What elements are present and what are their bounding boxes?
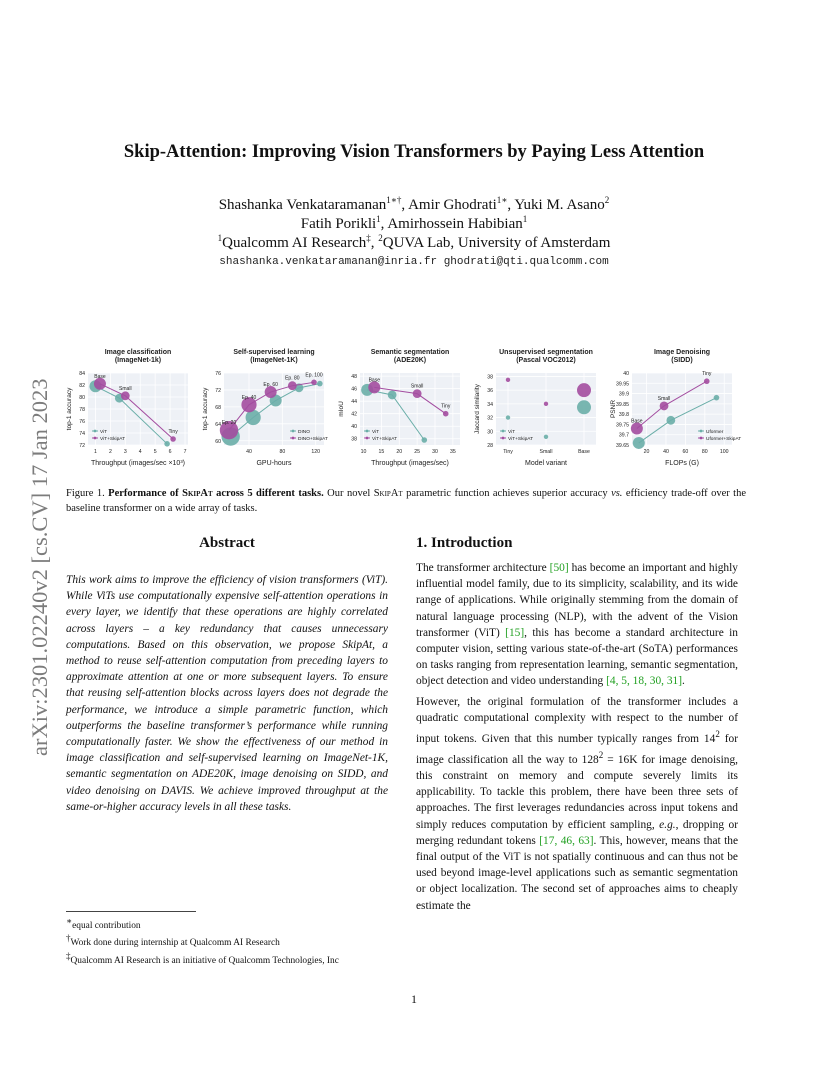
affiliations: $^1$Qualcomm AI Research‡, $^2$QUVA Lab, University of Amsterdam — [217, 233, 611, 251]
introduction-heading: 1. Introduction — [416, 535, 513, 551]
author-name: , Amirhossein Habibian — [380, 216, 523, 232]
footnote-text: equal contribution — [72, 921, 141, 932]
data-point — [317, 381, 323, 387]
page-number: 1 — [411, 992, 417, 1006]
author-mark: 1 — [376, 214, 381, 224]
point-label: Small — [119, 385, 132, 392]
y-tick-label: 39.75 — [616, 422, 629, 429]
citation-link[interactable]: [15] — [505, 626, 525, 639]
data-point — [164, 441, 170, 447]
y-tick-label: 46 — [351, 386, 357, 393]
legend-label: ViT+SkipAT — [508, 437, 534, 442]
author-name: , Yuki M. Asano — [507, 197, 605, 213]
caption-bold — [108, 488, 324, 499]
x-axis-label: Throughput (images/sec) — [371, 460, 449, 467]
y-tick-label: 34 — [487, 401, 493, 408]
legend-marker — [292, 430, 295, 433]
y-axis-label: Jaccard similarity — [474, 384, 481, 434]
y-axis-label: top-1 accuracy — [66, 387, 73, 431]
caption-text: t — [398, 488, 403, 499]
citation-link[interactable]: [4, 5, 18, 30, 31] — [606, 675, 683, 688]
caption-text: vs. — [611, 488, 623, 499]
x-tick-label: 60 — [682, 449, 689, 455]
chart-title: Self-supervised learning — [233, 349, 315, 356]
data-point — [170, 436, 176, 442]
y-tick-label: 39.8 — [618, 412, 629, 419]
x-tick-label: Base — [578, 449, 590, 455]
data-point — [714, 395, 720, 401]
data-point — [288, 381, 297, 390]
paragraph — [416, 560, 738, 690]
chart-panel — [88, 373, 188, 447]
caption-text: efficiency trade-off over the baseline transformer on a wide array of tasks. — [66, 488, 746, 514]
legend-label: ViT+SkipAT — [372, 437, 398, 442]
x-tick-label: 7 — [183, 449, 187, 455]
body-text: The transformer architecture — [416, 562, 550, 574]
data-point — [577, 400, 591, 414]
point-label: Ep. 60 — [263, 382, 278, 389]
x-axis-label: GPU-hours — [256, 460, 292, 467]
x-tick-label: 25 — [414, 449, 421, 455]
legend-marker — [502, 437, 505, 440]
x-tick-label: Small — [539, 449, 553, 455]
author-line-1 — [0, 195, 828, 214]
y-tick-label: 84 — [79, 371, 85, 377]
x-tick-label: 5 — [153, 449, 157, 455]
figure-caption — [66, 487, 746, 516]
y-tick-label: 74 — [79, 431, 85, 437]
paper-title: Skip-Attention: Improving Vision Transformers by Paying Less Attention — [123, 142, 705, 162]
y-tick-label: 68 — [215, 404, 221, 411]
legend-marker — [700, 437, 703, 440]
point-label: Base — [631, 418, 643, 425]
body-text: e.g. — [659, 818, 676, 831]
chart-subtitle: (ADE20K) — [393, 357, 427, 364]
caption-label: Figure 1. — [66, 488, 105, 499]
body-text: for image classification all the way to 128 — [416, 732, 738, 766]
footnote-text: Work done during internship at Qualcomm AI Research — [70, 938, 280, 949]
chart-subtitle: (Pascal VOC2012) — [516, 357, 576, 364]
abstract-body: This work aims to improve the efficiency of vision transformers (ViT). While ViTs use computationally expensive self-attention operations in every layer, we identify that these operations are highly correlated across layers – a key redundancy that causes unnecessary computations. Based on this observation, we propose SkipAt, a method to reuse self-attention computation from preceding layers to approximate attention at one or more subsequent layers. To ensure that reusing self-attention blocks across layers does not degrade the performance, we introduce a simple parametric function, which outperforms the baseline transformer’s performance while running computationally faster. We show the effectiveness of our method in image classification and self-supervised learning on ImageNet-1K, semantic segmentation on ADE20K, image denoising on SIDD, and video denoising on DAVIS. We achieve improved throughput at the same-or-higher accuracy levels in all these tasks. — [66, 574, 388, 813]
legend-marker — [502, 430, 505, 433]
y-tick-label: 38 — [351, 436, 357, 443]
point-label: Base — [94, 373, 106, 380]
caption-bold-text: A — [200, 488, 208, 499]
y-tick-label: 32 — [487, 415, 493, 422]
data-point — [544, 402, 548, 406]
x-tick-label: 1 — [94, 449, 97, 455]
y-tick-label: 38 — [487, 374, 493, 381]
legend-label: ViT+SkipAT — [100, 437, 126, 442]
x-tick-label: 100 — [719, 449, 729, 455]
footnotes — [66, 915, 388, 967]
author-emails: shashanka.venkataramanan@inria.fr ghodrati@qti.qualcomm.com — [219, 256, 609, 268]
caption-text: kip — [379, 488, 391, 499]
data-point — [506, 415, 510, 419]
data-point — [660, 402, 669, 411]
y-tick-label: 60 — [215, 438, 221, 445]
x-tick-label: Tiny — [503, 449, 513, 455]
author-line-2 — [0, 214, 828, 233]
citation-link[interactable]: [17, 46, 63] — [539, 834, 594, 847]
footnote — [66, 950, 388, 967]
body-text: = 16K for image denoising, this constraint on memory and compute severely limits its applicability. To tackle this problem, there have been three sets of approaches. The first leverages redundancies across input tokens and simply reduces computation by efficient sampling, — [416, 753, 738, 831]
author-mark: 1 — [522, 214, 528, 224]
legend-marker — [94, 437, 97, 440]
y-tick-label: 78 — [79, 407, 85, 413]
data-point — [421, 437, 427, 443]
body-text: , this has become a standard architecture in computer vision, setting various state-of-the-art (SoTA) performances on tasks ranging from representation learning, semantic segmentation, object detection and video understanding — [416, 626, 739, 688]
data-point — [666, 416, 675, 425]
chart-subtitle: (ImageNet-1K) — [250, 357, 298, 364]
y-axis-label: mIoU — [338, 401, 345, 417]
abstract-heading: Abstract — [199, 535, 255, 551]
legend-marker — [700, 430, 703, 433]
point-label: Tiny — [168, 429, 178, 435]
y-tick-label: 39.95 — [616, 381, 629, 388]
affiliation-mark: ‡ — [366, 233, 371, 243]
caption-bold-text: t — [207, 488, 213, 499]
footnote-mark: † — [66, 933, 71, 944]
y-tick-label: 30 — [487, 429, 493, 436]
x-tick-label: 4 — [138, 449, 142, 455]
chart-title: Semantic segmentation — [370, 349, 450, 356]
affiliation-mark: 1 — [217, 233, 223, 243]
point-label: Ep. 40 — [241, 394, 257, 401]
point-label: Base — [368, 377, 380, 384]
legend-marker — [292, 437, 295, 440]
data-point — [443, 411, 449, 417]
arxiv-stamp — [20, 290, 56, 760]
data-point — [121, 391, 130, 400]
data-point — [633, 437, 645, 449]
y-tick-label: 36 — [487, 388, 493, 395]
footnote-mark: ‡ — [66, 950, 71, 961]
chart-subtitle: (SIDD) — [671, 357, 693, 364]
chart-title: Unsupervised segmentation — [499, 349, 593, 356]
x-tick-label: 40 — [246, 449, 252, 455]
introduction-body — [416, 560, 738, 914]
y-tick-label: 40 — [623, 371, 629, 377]
x-tick-label: 120 — [311, 449, 320, 455]
caption-bold-text: kip — [187, 488, 201, 499]
affiliation-mark: 2 — [378, 233, 383, 243]
body-text: . This, however, means that the final output of the ViT is not spatially continuous and can thus not be used beyond image-level applications such as semantic segmentation or object localization. The second set of approaches aims to cheaply estimate the — [416, 834, 738, 912]
legend-label: Uformer+SkipAT — [706, 437, 742, 442]
y-tick-label: 39.7 — [618, 432, 629, 439]
author-mark: 1∗† — [386, 195, 402, 205]
citation-link[interactable]: [50] — [549, 562, 569, 574]
legend-label: Uformer — [706, 430, 724, 435]
x-axis-label: Model variant — [524, 460, 568, 467]
caption-text: Our novel S — [323, 488, 380, 499]
legend-marker — [366, 430, 369, 433]
y-tick-label: 39.65 — [616, 443, 629, 449]
caption-text: parametric function achieves superior accuracy — [402, 488, 612, 499]
superscript: 2 — [598, 750, 604, 761]
x-tick-label: 80 — [279, 449, 286, 455]
chart-subtitle: (ImageNet-1k) — [114, 357, 162, 364]
point-label: Ep. 80 — [285, 375, 300, 382]
data-point — [311, 380, 317, 386]
y-tick-label: 76 — [215, 371, 221, 377]
x-tick-label: 6 — [168, 449, 172, 455]
author-mark: 1∗ — [496, 195, 508, 205]
footnote-rule — [66, 911, 196, 912]
y-tick-label: 42 — [351, 411, 357, 418]
footnote-text: Qualcomm AI Research is an initiative of Qualcomm Technologies, Inc — [70, 955, 339, 966]
x-tick-label: 3 — [123, 449, 127, 455]
affiliation-name: Qualcomm AI Research — [222, 235, 367, 251]
caption-bold-text: Performance of S — [108, 488, 188, 499]
y-tick-label: 76 — [79, 419, 85, 425]
legend-marker — [94, 430, 97, 433]
author-name: Shashanka Venkataramanan — [218, 197, 387, 213]
y-tick-label: 40 — [351, 424, 357, 431]
x-tick-label: 15 — [378, 449, 385, 455]
superscript: 2 — [715, 729, 720, 740]
point-label: Ep. 100 — [305, 372, 323, 379]
legend-label: DINO+SkipAT — [298, 437, 328, 442]
x-tick-label: 20 — [396, 449, 403, 455]
legend-marker — [366, 437, 369, 440]
y-tick-label: 28 — [487, 443, 493, 449]
legend-label: ViT — [100, 430, 108, 435]
point-label: Ep. 20 — [221, 420, 237, 427]
x-axis-label: Throughput (images/sec ×10³) — [91, 460, 185, 467]
figure-1-charts — [66, 343, 746, 473]
body-text: , dropping or merging redundant tokens — [416, 818, 738, 847]
affiliation-name: QUVA Lab, University of Amsterdam — [382, 235, 611, 251]
x-tick-label: 40 — [663, 449, 669, 455]
y-tick-label: 72 — [215, 387, 221, 394]
data-point — [413, 389, 422, 398]
y-tick-label: 80 — [79, 395, 85, 401]
point-label: Tiny — [702, 371, 712, 378]
x-axis-label: FLOPs (G) — [665, 460, 699, 467]
y-tick-label: 64 — [215, 421, 221, 428]
body-text: However, the original formulation of the transformer includes a quadratic computational complexity with respect to the number of input tokens. Given that this number typically ranges from 14 — [416, 695, 738, 745]
figure-1 — [66, 343, 746, 473]
author-mark: 2 — [604, 195, 610, 205]
data-point — [506, 378, 510, 382]
legend-label: DINO — [298, 430, 310, 435]
footnote — [66, 915, 388, 932]
x-tick-label: 30 — [432, 449, 438, 455]
y-axis-label: PSNR — [610, 399, 617, 419]
chart-title: Image classification — [104, 349, 172, 356]
x-tick-label: 2 — [108, 449, 112, 455]
y-tick-label: 39.85 — [616, 401, 629, 408]
y-tick-label: 48 — [351, 374, 357, 381]
point-label: Small — [410, 383, 424, 390]
legend-label: ViT — [372, 430, 380, 435]
data-point — [704, 378, 710, 384]
y-tick-label: 72 — [79, 443, 85, 449]
x-tick-label: 80 — [701, 449, 708, 455]
body-text: . — [682, 675, 685, 688]
caption-text: A — [390, 488, 399, 499]
data-point — [388, 391, 397, 400]
author-name: , Amir Ghodrati — [401, 197, 497, 213]
caption-bold-text: across 5 different tasks. — [212, 488, 324, 499]
point-label: Tiny — [441, 403, 451, 410]
y-tick-label: 39.9 — [618, 391, 629, 398]
chart-title: Image Denoising — [653, 349, 711, 356]
legend-label: ViT — [508, 430, 516, 435]
paragraph — [416, 694, 738, 914]
data-point — [577, 383, 591, 397]
point-label: Small — [657, 395, 671, 402]
y-axis-label: top-1 accuracy — [202, 387, 209, 431]
x-tick-label: 35 — [449, 449, 456, 455]
footnote-mark: ∗ — [66, 916, 73, 926]
body-text: has become an important and highly influential model family, due to its simplicity, scalability, and its wide range of applications. While originally stemming from the domain of natural language processing (NLP), with the advent of the Vision transformer (ViT) — [416, 562, 738, 639]
footnote — [66, 932, 388, 949]
y-tick-label: 82 — [79, 383, 85, 389]
x-tick-label: 10 — [360, 449, 367, 455]
data-point — [544, 435, 548, 439]
arxiv-stamp-text: arXiv:2301.02240v2 [cs.CV] 17 Jan 2023 — [27, 378, 52, 756]
author-name: Fatih Porikli — [300, 216, 377, 232]
x-tick-label: 20 — [643, 449, 650, 455]
y-tick-label: 44 — [351, 399, 357, 406]
